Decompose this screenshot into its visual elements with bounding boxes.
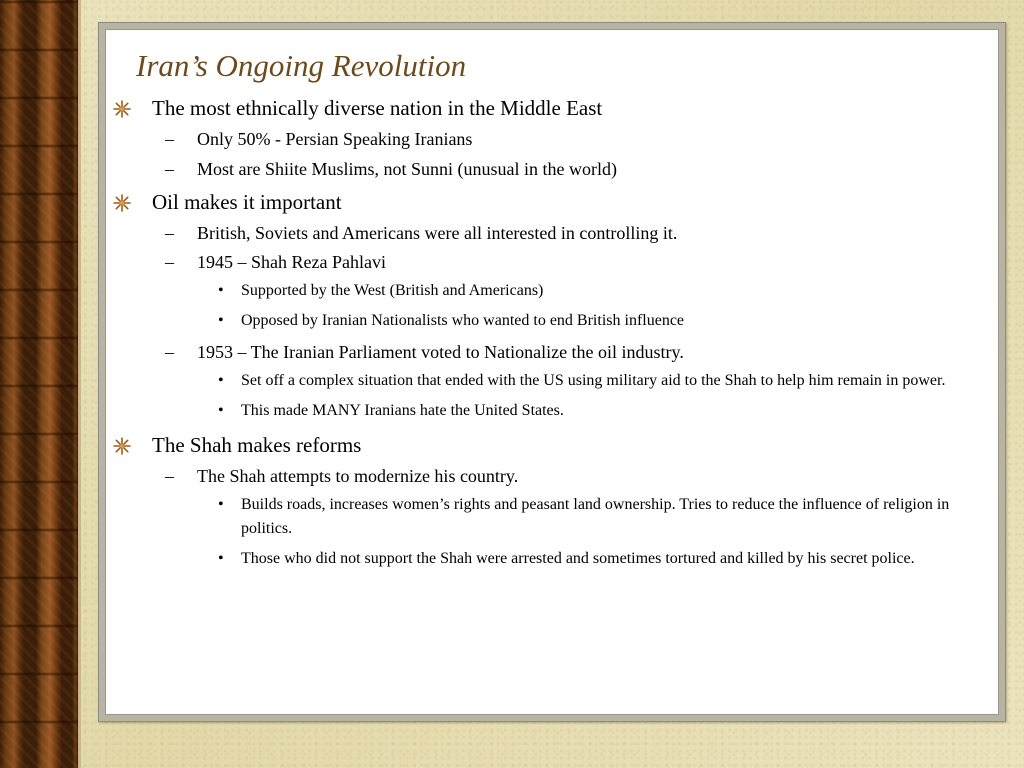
bullet-text: Most are Shiite Muslims, not Sunni (unusual in the world) [197, 158, 617, 179]
dash-marker: – [165, 252, 174, 273]
starburst-bullet-icon [113, 194, 131, 212]
bullet-level-3 [106, 547, 1000, 571]
starburst-bullet-icon [113, 100, 131, 118]
dash-marker: – [165, 342, 174, 363]
slide-content-area [105, 29, 999, 715]
bullet-level-2 [106, 129, 1000, 150]
dot-marker: • [218, 401, 224, 419]
dot-marker: • [218, 549, 224, 567]
bullet-text: 1953 – The Iranian Parliament voted to Nationalize the oil industry. [197, 342, 684, 363]
bullet-list [106, 96, 1000, 571]
dash-marker: – [165, 129, 174, 150]
bullet-text: The most ethnically diverse nation in the Middle East [152, 96, 603, 120]
bullet-level-3 [106, 309, 1000, 333]
bullet-text: Supported by the West (British and Americans) [241, 282, 544, 300]
bullet-level-2 [106, 466, 1000, 487]
decorative-wood-band [0, 0, 78, 768]
slide-frame [98, 22, 1006, 722]
bullet-text: The Shah makes reforms [152, 432, 362, 457]
bullet-level-1 [106, 96, 1000, 120]
bullet-text: This made MANY Iranians hate the United States. [241, 401, 564, 419]
bullet-level-2 [106, 252, 1000, 273]
bullet-text: British, Soviets and Americans were all interested in controlling it. [197, 222, 678, 243]
slide-title: Iran’s Ongoing Revolution [136, 48, 467, 83]
starburst-bullet-icon [113, 437, 131, 455]
dot-marker: • [218, 312, 224, 330]
bullet-level-1 [106, 190, 1000, 214]
bullet-text: Set off a complex situation that ended with the US using military aid to the Shah to help him remain in power. [241, 371, 946, 389]
bullet-text: The Shah attempts to modernize his country. [197, 465, 519, 486]
dot-marker: • [218, 282, 224, 300]
dash-marker: – [165, 465, 174, 486]
bullet-text: Oil makes it important [152, 189, 342, 214]
bullet-level-3 [106, 399, 1000, 423]
bullet-level-3 [106, 279, 1000, 303]
bullet-level-3 [106, 493, 1000, 541]
dash-marker: – [165, 222, 174, 243]
dot-marker: • [218, 371, 224, 389]
bullet-text: Opposed by Iranian Nationalists who wanted to end British influence [241, 312, 685, 330]
bullet-level-2 [106, 342, 1000, 363]
bullet-level-2 [106, 223, 1000, 244]
bullet-level-3 [106, 369, 1000, 393]
bullet-text: Builds roads, increases women’s rights and peasant land ownership. Tries to reduce the influence of religion in politics. [241, 495, 950, 537]
dash-marker: – [165, 158, 174, 179]
bullet-text: Those who did not support the Shah were arrested and sometimes tortured and killed by his secret police. [241, 549, 915, 567]
dot-marker: • [218, 495, 224, 513]
band-edge-divider [78, 0, 81, 768]
bullet-level-2 [106, 159, 1000, 180]
bullet-level-1 [106, 433, 1000, 457]
bullet-text: Only 50% - Persian Speaking Iranians [197, 129, 473, 150]
bullet-text: 1945 – Shah Reza Pahlavi [197, 252, 386, 273]
